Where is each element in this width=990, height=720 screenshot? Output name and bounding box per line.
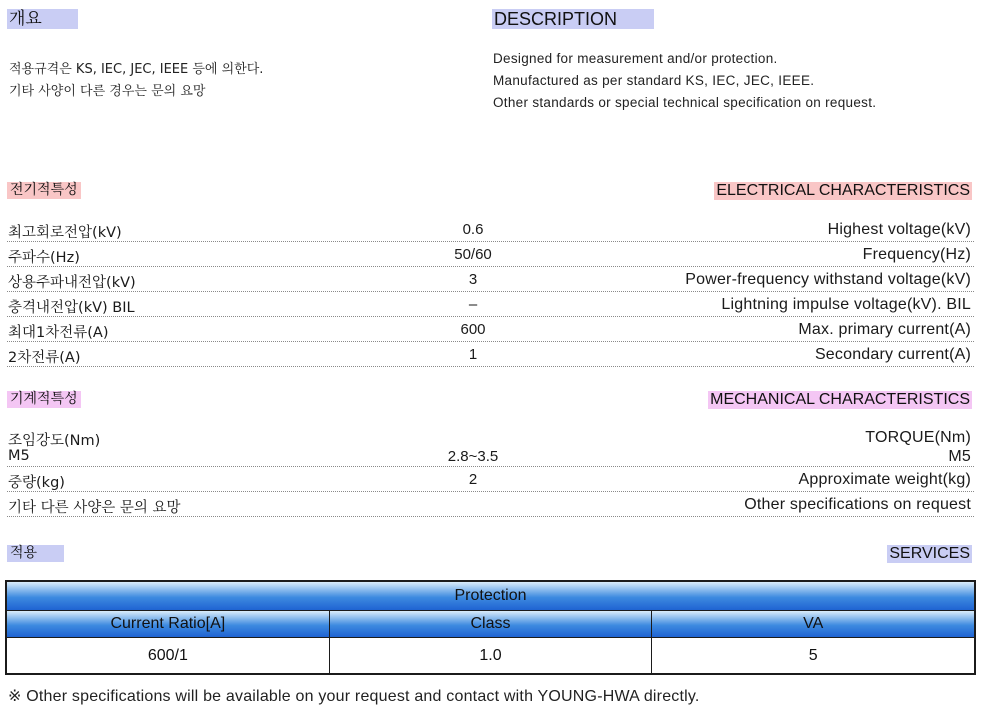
column-header-va: VA [803,615,824,632]
torque-row [7,425,974,449]
spec-label-ko: 2차전류(A) [8,350,81,366]
column-header-current-ratio: Current Ratio[A] [7,611,330,637]
spec-row: 최대1차전류(A) 600 Max. primary current(A) [7,317,974,342]
description-line: Manufactured as per standard KS, IEC, JEC, IEEE. [493,73,815,88]
description-text [493,48,876,114]
table-group-header: Protection [7,582,974,611]
cell-va: 5 [808,646,818,664]
description-line: Other standards or special technical specification on request. [493,95,877,110]
spec-label-en: Power-frequency withstand voltage(kV) [685,271,971,288]
overview-line: 기타 사양이 다른 경우는 문의 요망 [9,84,206,99]
overview-title-ko: 개요 [7,9,78,29]
torque-label-en: TORQUE(Nm) [865,429,971,446]
table-row [7,638,974,673]
spec-label-ko: 주파수(Hz) [8,250,80,266]
spec-label-ko: 상용주파내전압(kV) [8,275,136,291]
description-line: Designed for measurement and/or protection. [493,51,778,66]
mechanical-title-en: MECHANICAL CHARACTERISTICS [710,391,970,408]
overview-line: 적용규격은 KS, IEC, JEC, IEEE 등에 의한다. [9,62,264,77]
spec-label-ko: 중량(kg) [8,475,65,491]
spec-row: 상용주파내전압(kV) 3 Power-frequency withstand voltage(kV) [7,267,974,292]
spec-label-en: Secondary current(A) [814,346,971,363]
mechanical-table [7,425,974,517]
table-header-row [7,611,974,638]
electrical-table [7,217,974,367]
services-title-ko: 적용 [7,545,64,562]
spec-label-ko: 충격내전압(kV) BIL [8,300,135,316]
spec-label-en: Frequency(Hz) [862,246,971,263]
overview-text-ko [9,59,263,103]
footnote: ※ Other specifications will be available on your request and contact with YOUNG-HWA directly. [8,688,700,705]
torque-label-ko: 조임강도(Nm) [8,433,101,449]
spec-row: 최고회로전압(kV) 0.6 Highest voltage(kV) [7,217,974,242]
column-header-class: Class [330,611,653,637]
spec-label-en: Approximate weight(kg) [798,471,971,488]
cell-current-ratio: 600/1 [7,638,330,673]
spec-label-en: Lightning impulse voltage(kV). BIL [721,296,971,313]
services-table [5,580,976,675]
electrical-title-en: ELECTRICAL CHARACTERISTICS [716,182,970,199]
spec-label-en: Highest voltage(kV) [827,221,971,238]
torque-sub-ko: M5 [8,448,30,464]
spec-row: 충격내전압(kV) BIL – Lightning impulse voltage(kV). BIL [7,292,974,317]
torque-sub-en: M5 [948,448,971,465]
description-title: DESCRIPTION [492,9,654,29]
electrical-title-ko: 전기적특성 [7,182,81,199]
services-title-en: SERVICES [889,545,970,562]
cell-class: 1.0 [330,638,653,673]
torque-sub-row: M5 2.8~3.5 M5 [7,446,974,467]
spec-label-ko: 최고회로전압(kV) [8,225,122,241]
spec-label-ko: 최대1차전류(A) [8,325,109,341]
spec-row: 중량(kg) 2 Approximate weight(kg) [7,467,974,492]
spec-label-ko: 기타 다른 사양은 문의 요망 [8,500,181,516]
spec-label-en: Max. primary current(A) [798,321,971,338]
mechanical-title-ko: 기계적특성 [7,391,81,408]
spec-label-en: Other specifications on request [744,496,971,513]
spec-row [7,492,974,517]
spec-row: 2차전류(A) 1 Secondary current(A) [7,342,974,367]
spec-row: 주파수(Hz) 50/60 Frequency(Hz) [7,242,974,267]
